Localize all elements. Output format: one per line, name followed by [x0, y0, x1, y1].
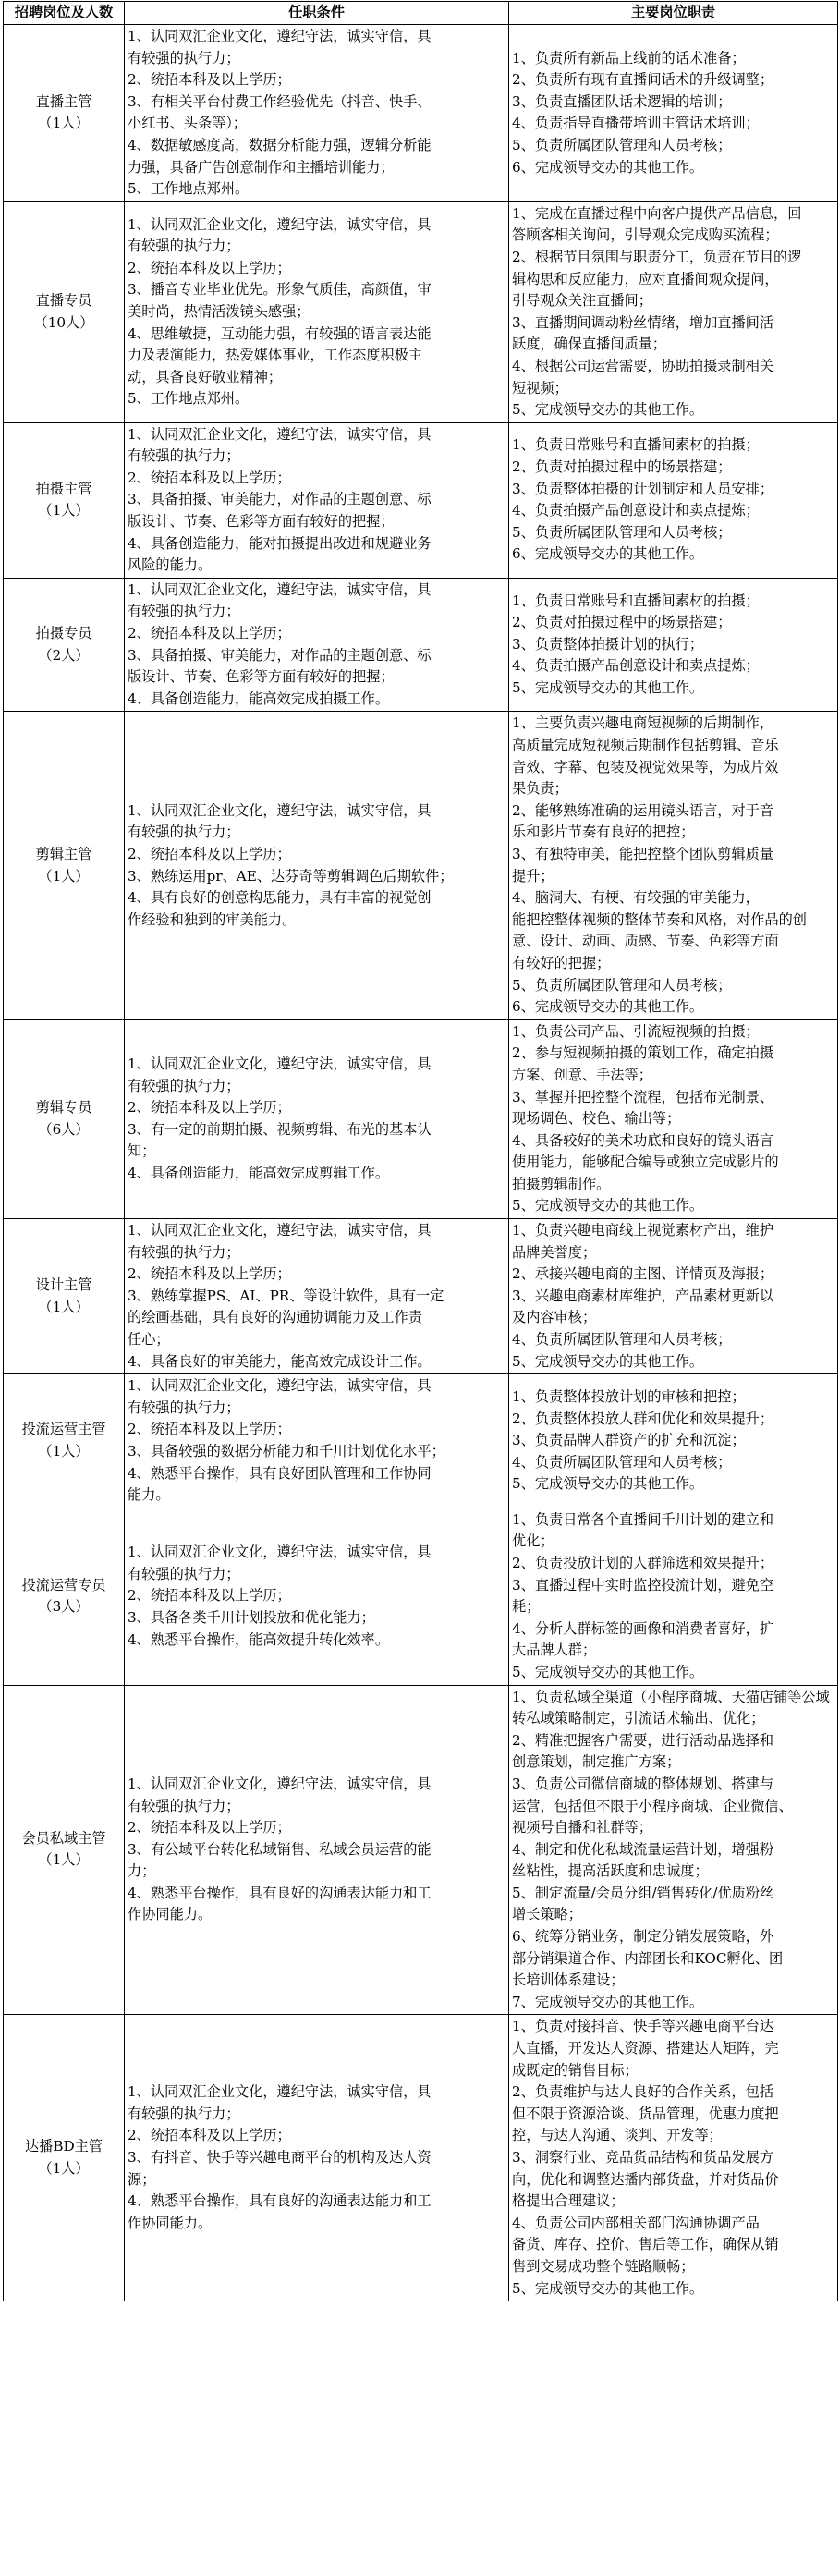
requirement-line: 1、认同双汇企业文化，遵纪守法，诚实守信，具 — [128, 1775, 432, 1792]
duty-line: 方案、创意、手法等； — [512, 1066, 652, 1083]
duty-line: 品牌美誉度； — [512, 1243, 597, 1261]
position-title: 会员私域主管 — [21, 1829, 106, 1847]
duty-line: 辑构思和反应能力，应对直播间观众提问， — [512, 270, 779, 287]
position-title: 直播专员 — [35, 292, 92, 310]
requirement-line: 2、统招本科及以上学历； — [128, 1421, 291, 1438]
position-cell — [4, 422, 125, 578]
position-count: （1人） — [38, 1298, 90, 1315]
duties-cell — [509, 422, 838, 578]
duties-cell — [509, 712, 838, 1019]
duty-line: 引导观众关注直播间； — [512, 292, 652, 310]
position-title: 投流运营主管 — [21, 1421, 106, 1438]
duty-line: 4、负责拍摄产品创意设计和卖点提炼； — [512, 502, 760, 519]
duty-line: 6、完成领导交办的其他工作。 — [512, 158, 704, 176]
requirement-line: 3、熟练掌握PS、AI、PR、等设计软件，具有一定 — [128, 1287, 444, 1304]
duty-line: 1、负责日常账号和直播间素材的拍摄； — [512, 436, 760, 454]
requirement-line: 1、认同双汇企业文化，遵纪守法，诚实守信，具 — [128, 1056, 432, 1073]
position-title: 拍摄专员 — [35, 625, 92, 642]
duty-line: 3、负责品牌人群资产的扩充和沉淀； — [512, 1432, 746, 1449]
duties-cell — [509, 578, 838, 712]
requirements-cell — [125, 1374, 509, 1508]
duty-line: 1、负责日常各个直播间千川计划的建立和 — [512, 1510, 774, 1528]
duties-cell — [509, 25, 838, 202]
duty-line: 运营，包括但不限于小程序商城、企业微信、 — [512, 1797, 793, 1814]
table-row — [4, 2015, 838, 2301]
duty-line: 4、负责拍摄产品创意设计和卖点提炼； — [512, 657, 760, 675]
duty-line: 7、完成领导交办的其他工作。 — [512, 1993, 704, 2010]
requirement-line: 3、具备拍摄、审美能力，对作品的主题创意、标 — [128, 491, 432, 508]
requirement-line: 4、熟悉平台操作，具有良好的沟通表达能力和工 — [128, 1884, 432, 1901]
position-title: 直播主管 — [35, 92, 92, 110]
requirement-line: 美时尚，热情活泼镜头感强； — [128, 302, 310, 320]
position-cell — [4, 1685, 125, 2015]
duty-line: 部分销渠道合作、内部团长和KOC孵化、团 — [512, 1949, 784, 1967]
requirement-line: 1、认同双汇企业文化，遵纪守法，诚实守信，具 — [128, 425, 432, 443]
requirement-line: 2、统招本科及以上学历； — [128, 2127, 291, 2144]
duty-line: 3、有独特审美，能把控整个团队剪辑质量 — [512, 845, 774, 862]
requirement-line: 4、熟悉平台操作，具有良好的沟通表达能力和工 — [128, 2192, 432, 2210]
requirement-line: 有较强的执行力； — [128, 1243, 240, 1261]
requirements-cell — [125, 1219, 509, 1374]
requirement-line: 4、具备创造能力，能对拍摄提出改进和规避业务 — [128, 534, 432, 552]
requirement-line: 能力。 — [128, 1486, 170, 1504]
requirements-cell — [125, 1019, 509, 1218]
requirement-line: 版设计、节奏、色彩等方面有较好的把握； — [128, 668, 395, 686]
requirement-line: 1、认同双汇企业文化，遵纪守法，诚实守信，具 — [128, 801, 432, 819]
position-cell — [4, 2015, 125, 2301]
table-row — [4, 422, 838, 578]
table-row — [4, 1685, 838, 2015]
duty-line: 1、负责所有新品上线前的话术准备； — [512, 49, 746, 67]
requirement-line: 作经验和独到的审美能力。 — [128, 910, 297, 928]
requirement-line: 小红书、头条等）； — [128, 115, 248, 132]
requirement-line: 2、统招本科及以上学历； — [128, 1099, 291, 1117]
requirement-line: 2、统招本科及以上学历； — [128, 625, 291, 642]
duty-line: 5、完成领导交办的其他工作。 — [512, 679, 704, 697]
duty-line: 格提出合理建议； — [512, 2192, 625, 2210]
position-cell — [4, 25, 125, 202]
position-cell — [4, 1019, 125, 1218]
position-title: 剪辑专员 — [35, 1099, 92, 1117]
duty-line: 耗； — [512, 1598, 541, 1616]
table-row — [4, 1019, 838, 1218]
requirement-line: 作协同能力。 — [128, 1906, 213, 1923]
table-row — [4, 712, 838, 1019]
duty-line: 4、负责公司内部相关部门沟通协调产品 — [512, 2214, 760, 2231]
duties-cell — [509, 1685, 838, 2015]
table-body — [4, 25, 838, 2301]
duty-line: 优化； — [512, 1532, 554, 1550]
duty-line: 3、负责整体拍摄的计划制定和人员安排； — [512, 480, 774, 497]
requirement-line: 3、有公域平台转化私域销售、私域会员运营的能 — [128, 1840, 432, 1858]
duty-line: 5、完成领导交办的其他工作。 — [512, 1475, 704, 1493]
duties-cell — [509, 1219, 838, 1374]
requirement-line: 有较强的执行力； — [128, 1077, 240, 1094]
requirement-line: 2、统招本科及以上学历； — [128, 259, 291, 276]
requirement-line: 1、认同双汇企业文化，遵纪守法，诚实守信，具 — [128, 580, 432, 598]
duty-line: 2、负责对拍摄过程中的场景搭建； — [512, 614, 732, 631]
position-count: （1人） — [38, 1851, 90, 1869]
duty-line: 增长策略； — [512, 1906, 582, 1923]
header-requirements: 任职条件 — [125, 2, 509, 25]
duty-line: 3、直播过程中实时监控投流计划，避免空 — [512, 1576, 774, 1593]
duty-line: 4、根据公司运营需要，协助拍摄录制相关 — [512, 357, 774, 374]
duty-line: 2、根据节目氛围与职责分工，负责在节目的逻 — [512, 248, 802, 265]
duty-line: 1、负责公司产品、引流短视频的拍摄； — [512, 1022, 760, 1040]
requirement-line: 力强，具备广告创意制作和主播培训能力； — [128, 158, 395, 176]
requirement-line: 4、熟悉平台操作，具有良好团队管理和工作协同 — [128, 1464, 432, 1482]
requirement-line: 有较强的执行力； — [128, 49, 240, 67]
table-row — [4, 25, 838, 202]
duty-line: 2、负责所有现有直播间话术的升级调整； — [512, 71, 774, 89]
duty-line: 意、设计、动画、质感、节奏、色彩等方面 — [512, 933, 779, 950]
duty-line: 2、负责整体投放人群和优化和效果提升； — [512, 1410, 774, 1427]
requirement-line: 4、具备创造能力，能高效完成剪辑工作。 — [128, 1165, 390, 1182]
duty-line: 音效、字幕、包装及视觉效果等，为成片效 — [512, 758, 779, 775]
duty-line: 1、负责对接抖音、快手等兴趣电商平台达 — [512, 2018, 774, 2035]
duties-cell — [509, 1374, 838, 1508]
position-title: 剪辑主管 — [35, 845, 92, 862]
requirement-line: 有较强的执行力； — [128, 238, 240, 255]
duty-line: 3、洞察行业、竞品货品结构和货品发展方 — [512, 2149, 774, 2166]
duty-line: 创意策划，制定推广方案； — [512, 1753, 681, 1771]
position-count: （1人） — [38, 867, 90, 885]
duty-line: 3、负责直播团队话术逻辑的培训； — [512, 92, 732, 110]
requirement-line: 作协同能力。 — [128, 2214, 213, 2231]
duty-line: 3、直播期间调动粉丝情绪，增加直播间活 — [512, 313, 774, 331]
position-count: （6人） — [38, 1120, 90, 1138]
requirement-line: 任心； — [128, 1331, 170, 1349]
duty-line: 3、兴趣电商素材库维护，产品素材更新以 — [512, 1287, 774, 1304]
duty-line: 2、参与短视频拍摄的策划工作，确定拍摄 — [512, 1044, 774, 1062]
requirement-line: 力及表演能力，热爱媒体事业，工作态度积极主 — [128, 347, 422, 364]
requirement-line: 有较强的执行力； — [128, 603, 240, 620]
duty-line: 4、脑洞大、有梗、有较强的审美能力， — [512, 889, 760, 907]
requirement-line: 1、认同双汇企业文化，遵纪守法，诚实守信，具 — [128, 28, 432, 44]
duty-line: 售到交易成功整个链路顺畅； — [512, 2257, 695, 2275]
requirement-line: 5、工作地点郑州。 — [128, 390, 250, 408]
position-cell — [4, 1374, 125, 1508]
duty-line: 5、负责所属团队管理和人员考核； — [512, 976, 732, 994]
requirement-line: 1、认同双汇企业文化，遵纪守法，诚实守信，具 — [128, 2083, 432, 2101]
duty-line: 3、负责整体拍摄计划的执行； — [512, 635, 704, 653]
duty-line: 控，与达人沟通、谈判、开发等； — [512, 2127, 723, 2144]
duty-line: 视频号自播和社群等； — [512, 1819, 652, 1837]
requirement-line: 动，具备良好敬业精神； — [128, 368, 283, 385]
duty-line: 5、负责所属团队管理和人员考核； — [512, 523, 732, 541]
requirement-line: 版设计、节奏、色彩等方面有较好的把握； — [128, 513, 395, 531]
duty-line: 提升； — [512, 867, 554, 885]
requirement-line: 有较强的执行力； — [128, 2105, 240, 2122]
requirement-line: 有较强的执行力； — [128, 447, 240, 465]
duty-line: 5、制定流量/会员分组/销售转化/优质粉丝 — [512, 1884, 774, 1901]
requirement-line: 2、统招本科及以上学历； — [128, 1587, 291, 1605]
header-row — [4, 2, 838, 25]
requirement-line: 的绘画基础，具有良好的沟通协调能力及工作责 — [128, 1309, 422, 1326]
duty-line: 1、负责兴趣电商线上视觉素材产出，维护 — [512, 1222, 774, 1239]
duties-cell — [509, 1019, 838, 1218]
requirement-line: 1、认同双汇企业文化，遵纪守法，诚实守信，具 — [128, 1544, 432, 1561]
position-title: 达播BD主管 — [24, 2138, 103, 2155]
position-title: 拍摄主管 — [35, 480, 92, 497]
requirement-line: 1、认同双汇企业文化，遵纪守法，诚实守信，具 — [128, 215, 432, 233]
duty-line: 2、承接兴趣电商的主图、详情页及海报； — [512, 1265, 774, 1283]
duty-line: 2、负责投放计划的人群筛选和效果提升； — [512, 1554, 774, 1571]
duty-line: 使用能力，能够配合编导或独立完成影片的 — [512, 1154, 779, 1171]
duties-cell — [509, 1508, 838, 1685]
duty-line: 高质量完成短视频后期制作包括剪辑、音乐 — [512, 737, 779, 753]
requirements-cell — [125, 1508, 509, 1685]
requirement-line: 有较强的执行力； — [128, 1565, 240, 1582]
duty-line: 跃度，确保直播间质量； — [512, 336, 667, 353]
table-row — [4, 1508, 838, 1685]
position-count: （1人） — [38, 1443, 90, 1459]
requirement-line: 2、统招本科及以上学历； — [128, 469, 291, 486]
requirement-line: 4、具备创造能力，能高效完成拍摄工作。 — [128, 690, 390, 707]
requirements-cell — [125, 2015, 509, 2301]
duty-line: 3、负责公司微信商城的整体规划、搭建与 — [512, 1775, 774, 1792]
duty-line: 果负责； — [512, 780, 568, 798]
duty-line: 2、精准把握客户需要，进行活动品选择和 — [512, 1731, 774, 1749]
requirement-line: 3、播音专业毕业优先。形象气质佳，高颜值，审 — [128, 281, 432, 299]
requirement-line: 3、有抖音、快手等兴趣电商平台的机构及达人资 — [128, 2149, 432, 2166]
requirement-line: 4、具备良好的审美能力，能高效完成设计工作。 — [128, 1352, 432, 1370]
duty-line: 6、完成领导交办的其他工作。 — [512, 545, 704, 563]
duty-line: 1、负责整体投放计划的审核和把控； — [512, 1388, 746, 1406]
position-count: （1人） — [38, 115, 90, 132]
requirement-line: 知； — [128, 1142, 156, 1160]
duties-cell — [509, 2015, 838, 2301]
duty-line: 5、完成领导交办的其他工作。 — [512, 401, 704, 419]
requirements-cell — [125, 201, 509, 422]
duty-line: 4、负责指导直播带培训主管话术培训； — [512, 115, 760, 132]
duty-line: 1、负责私域全渠道（小程序商城、天猫店铺等公域 — [512, 1688, 830, 1705]
position-title: 设计主管 — [35, 1276, 92, 1294]
requirement-line: 3、具备较强的数据分析能力和千川计划优化水平； — [128, 1443, 445, 1459]
duty-line: 5、完成领导交办的其他工作。 — [512, 1197, 704, 1215]
requirement-line: 1、认同双汇企业文化，遵纪守法，诚实守信，具 — [128, 1377, 432, 1395]
duty-line: 大品牌人群； — [512, 1642, 597, 1659]
duty-line: 成既定的销售目标； — [512, 2061, 639, 2079]
duty-line: 2、负责对拍摄过程中的场景搭建； — [512, 458, 732, 476]
position-count: （3人） — [38, 1598, 90, 1616]
position-cell — [4, 1219, 125, 1374]
duty-line: 能把控整体视频的整体节奏和风格，对作品的创 — [512, 910, 807, 928]
duty-line: 乐和影片节奏有良好的把控； — [512, 824, 695, 841]
requirement-line: 力； — [128, 1862, 156, 1880]
duty-line: 向，优化和调整达播内部货盘，并对货品价 — [512, 2170, 779, 2188]
requirement-line: 有较强的执行力； — [128, 1797, 240, 1814]
requirement-line: 2、统招本科及以上学历； — [128, 71, 291, 89]
requirement-line: 4、数据敏感度高，数据分析能力强，逻辑分析能 — [128, 136, 432, 153]
duty-line: 有较好的把握； — [512, 954, 611, 971]
duty-line: 但不限于资源洽谈、货品管理，优惠力度把 — [512, 2105, 779, 2122]
requirement-line: 有较强的执行力； — [128, 1398, 240, 1416]
duty-line: 备货、库存、控价、售后等工作，确保从销 — [512, 2236, 779, 2253]
duty-line: 3、掌握并把控整个流程，包括布光制景、 — [512, 1088, 774, 1105]
requirement-line: 2、统招本科及以上学历； — [128, 845, 291, 862]
requirements-cell — [125, 578, 509, 712]
requirement-line: 3、具备各类千川计划投放和优化能力； — [128, 1608, 375, 1626]
duty-line: 4、分析人群标签的画像和消费者喜好，扩 — [512, 1619, 774, 1637]
position-count: （2人） — [38, 646, 90, 664]
duty-line: 拍摄剪辑制作。 — [512, 1175, 611, 1192]
requirement-line: 2、统招本科及以上学历； — [128, 1819, 291, 1837]
duty-line: 1、负责日常账号和直播间素材的拍摄； — [512, 592, 760, 609]
duty-line: 答顾客相关询问，引导观众完成购买流程； — [512, 226, 779, 244]
duty-line: 1、完成在直播过程中向客户提供产品信息，回 — [512, 204, 802, 222]
duty-line: 4、负责所属团队管理和人员考核； — [512, 1453, 732, 1471]
requirement-line: 有较强的执行力； — [128, 824, 240, 841]
requirement-line: 3、熟练运用pr、AE、达芬奇等剪辑调色后期软件； — [128, 867, 454, 885]
duty-line: 5、完成领导交办的其他工作。 — [512, 1352, 704, 1370]
requirement-line: 4、具有良好的创意构思能力，具有丰富的视觉创 — [128, 889, 432, 907]
duty-line: 2、能够熟练准确的运用镜头语言，对于音 — [512, 801, 774, 819]
requirements-cell — [125, 712, 509, 1019]
position-count: （10人） — [33, 313, 94, 331]
requirement-line: 风险的能力。 — [128, 556, 213, 574]
header-position: 招聘岗位及人数 — [4, 2, 125, 25]
duty-line: 及内容审核； — [512, 1309, 597, 1326]
requirement-line: 4、思维敏捷，互动能力强，有较强的语言表达能 — [128, 324, 432, 342]
duty-line: 6、统筹分销业务，制定分销发展策略，外 — [512, 1928, 774, 1946]
position-title: 投流运营专员 — [21, 1576, 106, 1593]
duty-line: 5、负责所属团队管理和人员考核； — [512, 136, 732, 153]
requirements-cell — [125, 1685, 509, 2015]
table-row — [4, 1374, 838, 1508]
requirement-line: 4、熟悉平台操作，能高效提升转化效率。 — [128, 1630, 390, 1648]
table-row — [4, 1219, 838, 1374]
position-cell — [4, 201, 125, 422]
position-cell — [4, 712, 125, 1019]
duty-line: 现场调色、校色、输出等； — [512, 1110, 681, 1128]
position-cell — [4, 578, 125, 712]
requirement-line: 2、统招本科及以上学历； — [128, 1265, 291, 1283]
requirement-line: 3、有一定的前期拍摄、视频剪辑、布光的基本认 — [128, 1120, 432, 1138]
requirement-line: 5、工作地点郑州。 — [128, 180, 250, 198]
duty-line: 5、完成领导交办的其他工作。 — [512, 1663, 704, 1680]
duty-line: 6、完成领导交办的其他工作。 — [512, 998, 704, 1016]
position-count: （1人） — [38, 2159, 90, 2177]
duty-line: 丝粘性，提高活跃度和忠诚度； — [512, 1862, 709, 1880]
table-row — [4, 578, 838, 712]
duty-line: 1、主要负责兴趣电商短视频的后期制作， — [512, 714, 774, 732]
duty-line: 5、完成领导交办的其他工作。 — [512, 2279, 704, 2297]
recruitment-table — [3, 1, 838, 2301]
requirements-cell — [125, 25, 509, 202]
duty-line: 长培训体系建设； — [512, 1972, 625, 1989]
duty-line: 短视频； — [512, 379, 568, 397]
requirement-line: 1、认同双汇企业文化，遵纪守法，诚实守信，具 — [128, 1222, 432, 1239]
table-row — [4, 201, 838, 422]
duty-line: 人直播，开发达人资源、搭建达人矩阵，完 — [512, 2040, 779, 2057]
position-count: （1人） — [38, 502, 90, 519]
duties-cell — [509, 201, 838, 422]
position-cell — [4, 1508, 125, 1685]
requirements-cell — [125, 422, 509, 578]
requirement-line: 源； — [128, 2170, 156, 2188]
duty-line: 4、制定和优化私域流量运营计划，增强粉 — [512, 1840, 774, 1858]
duty-line: 转私域策略制定，引流话术输出、优化； — [512, 1710, 765, 1728]
requirement-line: 3、具备拍摄、审美能力，对作品的主题创意、标 — [128, 646, 432, 664]
requirement-line: 3、有相关平台付费工作经验优先（抖音、快手、 — [128, 92, 432, 110]
header-duties: 主要岗位职责 — [509, 2, 838, 25]
duty-line: 4、负责所属团队管理和人员考核； — [512, 1331, 732, 1349]
duty-line: 2、负责维护与达人良好的合作关系，包括 — [512, 2083, 774, 2101]
duty-line: 4、具备较好的美术功底和良好的镜头语言 — [512, 1131, 774, 1149]
